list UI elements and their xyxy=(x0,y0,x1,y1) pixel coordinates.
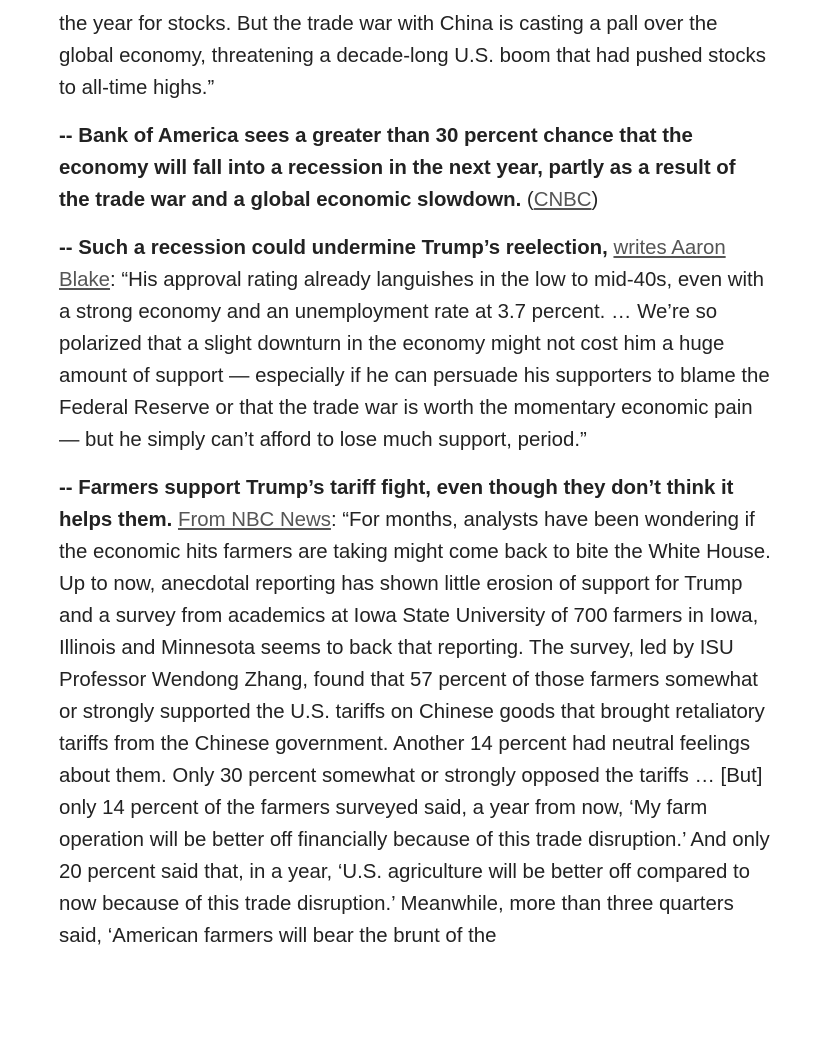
paragraph-text: : “His approval rating already languishes in the low to mid-40s, even with a strong economy and an unemployment rate at 3.7 percent. … We’re so polarized that a slight downturn in the economy might not cost him a huge amount of support — especially if he can persuade his supporters to blame the Federal Reserve or that the trade war is worth the momentary economic pain — but he simply can’t afford to lose much support, period.” xyxy=(59,269,770,451)
paragraph-text: the year for stocks. But the trade war with China is casting a pall over the global economy, threatening a decade-long U.S. boom that had pushed stocks to all-time highs.” xyxy=(59,13,766,99)
aaron-blake-link[interactable]: writes Aaron Blake xyxy=(59,237,726,291)
paren-open: ( xyxy=(521,189,534,211)
paragraph-stocks-continuation xyxy=(59,8,771,104)
paragraph-farmers xyxy=(59,472,771,952)
nbc-news-link[interactable]: From NBC News xyxy=(177,509,331,531)
paragraph-reelection xyxy=(59,232,771,456)
bold-lead: -- Farmers support Trump’s tariff fight, even though they don’t think it helps them. xyxy=(59,477,734,531)
cnbc-link[interactable]: CNBC xyxy=(533,189,592,211)
paragraph-recession-chance xyxy=(59,120,771,216)
article-body xyxy=(59,8,771,968)
bold-lead: -- Bank of America sees a greater than 30 percent chance that the economy will fall into a recession in the next year, partly as a result of the trade war and a global economic slowdown. xyxy=(59,125,736,211)
bold-lead: -- Such a recession could undermine Trump’s reelection, xyxy=(59,237,608,259)
paren-close: ) xyxy=(591,189,599,211)
paragraph-text: : “For months, analysts have been wondering if the economic hits farmers are taking might come back to bite the White House. Up to now, anecdotal reporting has shown little erosion of support for Trump and a survey from academics at Iowa State University of 700 farmers in Iowa, Illinois and Minnesota seems to back that reporting. The survey, led by ISU Professor Wendong Zhang, found that 57 percent of those farmers somewhat or strongly supported the U.S. tariffs on Chinese goods that brought retaliatory tariffs from the Chinese government. Another 14 percent had neutral feelings about them. Only 30 percent somewhat or strongly opposed the tariffs … [But] only 14 percent of the farmers surveyed said, a year from now, ‘My farm operation will be better off financially because of this trade disruption.’ And only 20 percent said that, in a year, ‘U.S. agriculture will be better off compared to now because of this trade disruption.’ Meanwhile, more than three quarters said, ‘American farmers will bear the brunt of the xyxy=(59,509,771,947)
